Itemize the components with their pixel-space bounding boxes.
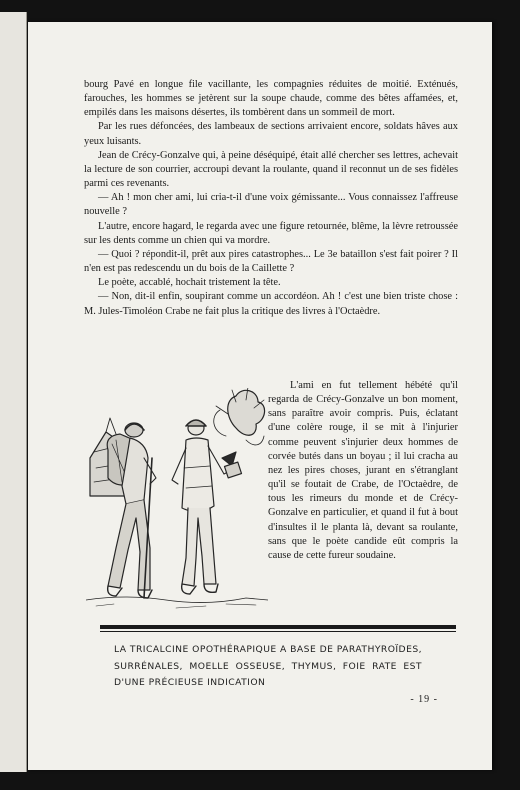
side-text (268, 379, 458, 563)
paragraph: L'autre, encore hagard, le regarda avec une figure retournée, blême, la lèvre retroussée sur les dents comme un chien qui va mordre. (84, 220, 458, 246)
paragraph: L'ami en fut tellement hébété qu'il regarda de Crécy-Gonzalve un bon moment, sans paraître avoir compris. Puis, éclatant d'une colère rouge, il se mit à l'injurier comme peuvent s'injurier deux hommes de corvée butés dans un boyau ; il lui cracha au nez les pires choses, jurant en s'étranglant qu'il se foutait de Crabe, de l'Octaèdre, de tous les rimeurs du monde et de Crécy-Gonzalve en particulier, et quand il fut à bout d'insultes il le planta là, devant sa roulante, sans que le poète candide eût compris la cause de cette fureur soudaine. (268, 380, 458, 561)
paragraph: — Non, dit-il enfin, soupirant comme un accordéon. Ah ! c'est une bien triste chose : M. Jules-Timoléon Crabe ne fait plus la critique des livres à l'Octaèdre. (84, 291, 458, 317)
soldiers-illustration (86, 388, 268, 610)
paragraph: Par les rues défoncées, des lambeaux de sections arrivaient encore, soldats hâves aux yeux luisants. (84, 121, 458, 147)
advertisement: LA TRICALCINE OPOTHÉRAPIQUE A BASE DE PARATHYROÏDES, SURRÉNALES, MOELLE OSSEUSE, THYMUS, FOIE RATE EST D'UNE PRÉCIEUSE INDICATION (114, 644, 422, 688)
facing-page-edge (0, 12, 27, 772)
paragraph: bourg Pavé en longue file vacillante, les compagnies réduites de moitié. Exténués, farouches, les hommes se jetèrent sur la soupe chaude, comme des bêtes affamées, et, empilés dans les maisons désertes, ils tombèrent dans un sommeil de mort. (84, 79, 458, 119)
divider-rule (100, 625, 456, 629)
page-number: - 19 - (410, 694, 438, 705)
paragraph: Jean de Crécy-Gonzalve qui, à peine déséquipé, était allé chercher ses lettres, achevait la lecture de son courrier, accroupi devant la roulante, quand il reconnut un de ses fidèles parmi ces revenants. (84, 149, 458, 190)
paragraph: Le poète, accablé, hochait tristement la tête. (98, 277, 281, 289)
book-page (28, 22, 492, 770)
paragraph: — Quoi ? répondit-il, prêt aux pires catastrophes... Le 3e bataillon s'est fait poirer ? Il n'en est pas redescendu un du bois de la Caillette ? (84, 248, 458, 275)
divider-rule (100, 631, 456, 632)
main-text (84, 78, 458, 319)
paragraph: — Ah ! mon cher ami, lui cria-t-il d'une voix gémissante... Vous connaissez l'affreuse nouvelle ? (84, 192, 458, 218)
